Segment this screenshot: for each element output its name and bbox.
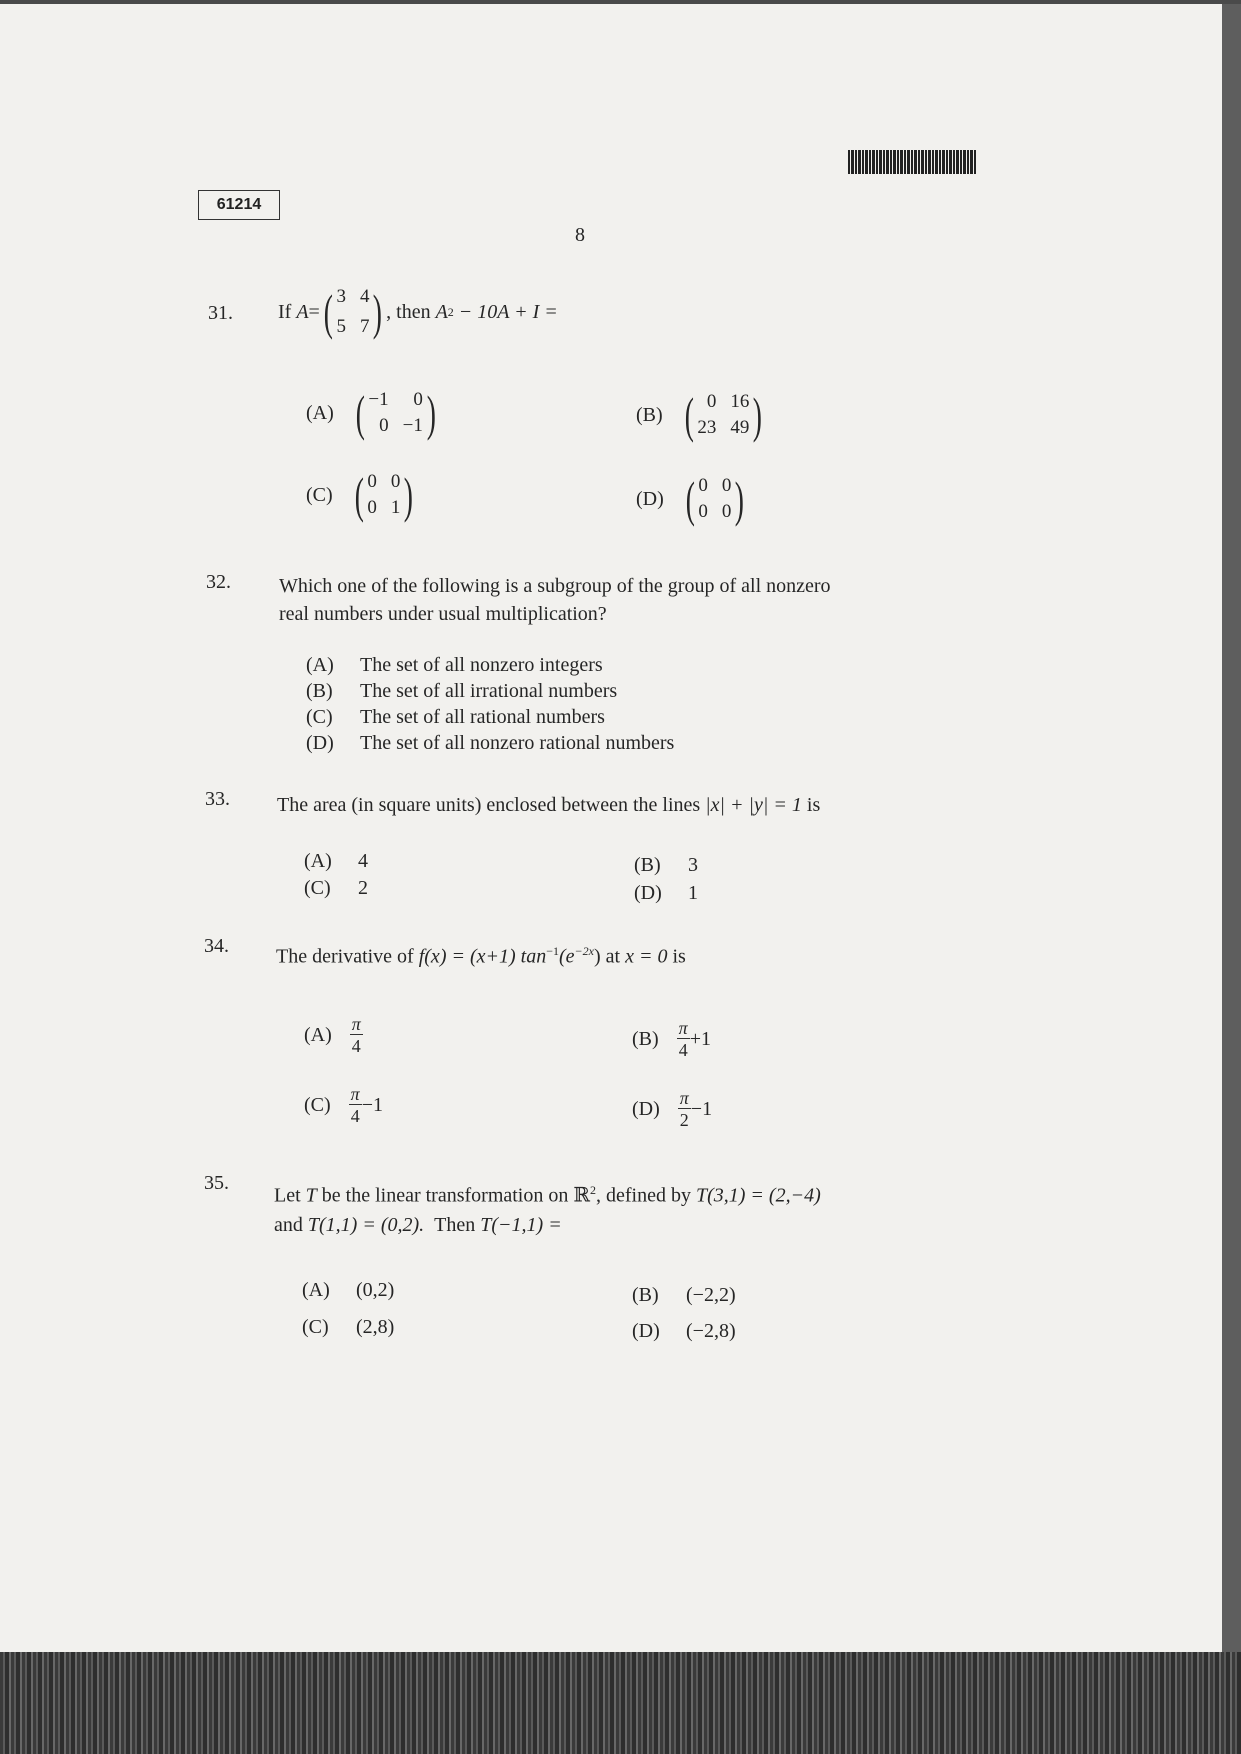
- question-number: 31.: [208, 302, 233, 324]
- question-33-stem: The area (in square units) enclosed between the lines |x| + |y| = 1 is: [277, 794, 821, 816]
- matrix: ( 0 16 23 49 ): [684, 387, 763, 443]
- question-34-stem: The derivative of f(x) = (x+1) $\tan^{-1}(e^{-2x})$ at x = 0 is: [276, 944, 686, 968]
- paper-code-box: 61214: [198, 190, 280, 220]
- option-c[interactable]: (C) (2,8): [302, 1316, 395, 1338]
- option-b[interactable]: (B) ( 0 16 23 49 ): [636, 390, 766, 440]
- matrix: ( 3 4 5 7 ): [323, 284, 383, 340]
- fraction: $\frac{\pi}{4}$: [678, 1018, 688, 1060]
- fraction: $\frac{\pi}{4}$: [351, 1014, 361, 1056]
- question-35-line-1: Let T be the linear transformation on ℝ$^2$, defined by T(3,1) = (2,−4): [274, 1183, 821, 1207]
- option-c[interactable]: (C) The set of all rational numbers: [306, 706, 605, 728]
- question-32-line-2: real numbers under usual multiplication?: [279, 603, 607, 625]
- barcode: [848, 150, 976, 174]
- option-d[interactable]: (D) (−2,8): [632, 1320, 736, 1342]
- option-a[interactable]: (A) $\frac{\pi}{4}$: [304, 1014, 361, 1056]
- option-b[interactable]: (B) 3: [634, 854, 698, 876]
- option-c[interactable]: (C) 2: [304, 877, 368, 899]
- option-a[interactable]: (A) (0,2): [302, 1279, 395, 1301]
- page-number: 8: [575, 224, 585, 246]
- question-number: 32.: [206, 571, 231, 593]
- exam-page: [0, 4, 1222, 1652]
- question-31-stem: If A = ( 3 4 5 7 ) , then A 2 − 10A + I =: [278, 284, 558, 340]
- matrix: ( −1 0 0 −1 ): [355, 385, 436, 441]
- option-c[interactable]: (C) ( 0 0 0 1 ): [306, 470, 417, 520]
- question-35-line-2: and T(1,1) = (0,2). Then T(−1,1) =: [274, 1214, 562, 1236]
- matrix: ( 0 0 0 1 ): [354, 467, 414, 523]
- option-d[interactable]: (D) $\frac{\pi}{2}$ −1: [632, 1088, 713, 1130]
- option-a[interactable]: (A) The set of all nonzero integers: [306, 654, 603, 676]
- question-32-line-1: Which one of the following is a subgroup of the group of all nonzero: [279, 575, 831, 597]
- scan-bottom-edge: [0, 1652, 1241, 1754]
- option-d[interactable]: (D) ( 0 0 0 0 ): [636, 474, 748, 524]
- option-b[interactable]: (B) The set of all irrational numbers: [306, 680, 618, 702]
- option-b[interactable]: (B) $\frac{\pi}{4}$ +1: [632, 1018, 711, 1060]
- fraction: $\frac{\pi}{4}$: [350, 1084, 360, 1126]
- question-number: 33.: [205, 788, 230, 810]
- matrix: ( 0 0 0 0 ): [685, 471, 745, 527]
- question-number: 35.: [204, 1172, 229, 1194]
- option-a[interactable]: (A) 4: [304, 850, 368, 872]
- fraction: $\frac{\pi}{2}$: [679, 1088, 689, 1130]
- question-number: 34.: [204, 935, 229, 957]
- option-a[interactable]: (A) ( −1 0 0 −1 ): [306, 388, 440, 438]
- option-c[interactable]: (C) $\frac{\pi}{4}$ −1: [304, 1084, 383, 1126]
- option-d[interactable]: (D) The set of all nonzero rational numbers: [306, 732, 675, 754]
- option-b[interactable]: (B) (−2,2): [632, 1284, 736, 1306]
- option-d[interactable]: (D) 1: [634, 882, 698, 904]
